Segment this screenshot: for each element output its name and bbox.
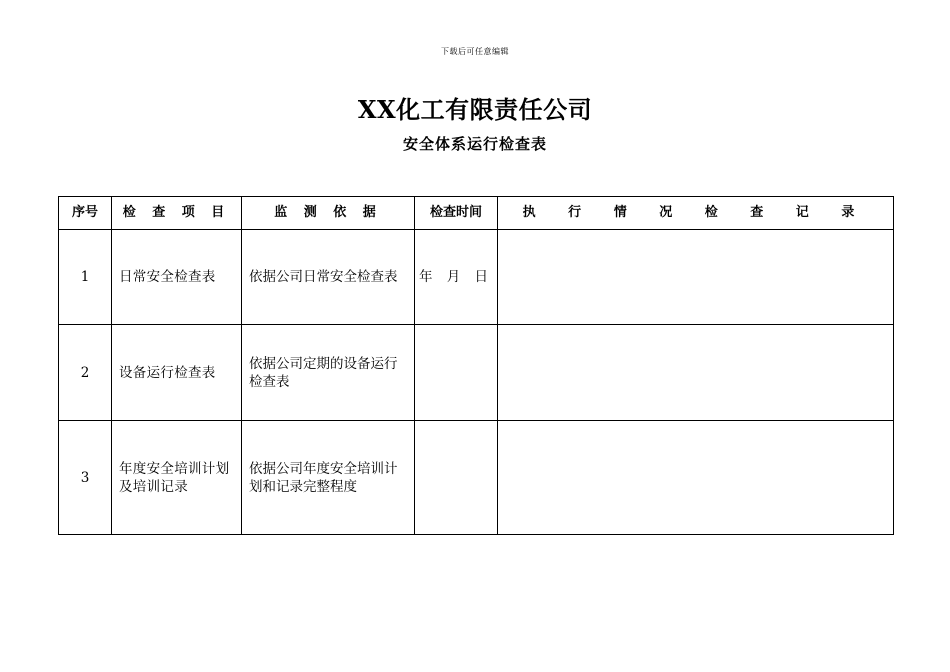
company-title: XX化工有限责任公司 [357, 95, 593, 124]
inspection-item: 日常安全检查表 [112, 230, 242, 325]
inspection-time: 年 月 日 [415, 230, 498, 325]
inspection-time [415, 421, 498, 535]
column-header-item: 检 查 项 目 [112, 197, 242, 230]
table-header-row [59, 197, 894, 230]
table-row [59, 325, 894, 421]
row-number: 1 [59, 230, 112, 325]
inspection-table [58, 196, 894, 535]
monitoring-basis: 依据公司定期的设备运行检查表 [242, 325, 415, 421]
document-subtitle: 安全体系运行检查表 [402, 135, 547, 153]
row-number: 3 [59, 421, 112, 535]
column-header-time: 检查时间 [415, 197, 498, 230]
header-note: 下载后可任意编辑 [441, 47, 509, 56]
execution-record [498, 325, 894, 421]
monitoring-basis: 依据公司年度安全培训计划和记录完整程度 [242, 421, 415, 535]
inspection-item: 设备运行检查表 [112, 325, 242, 421]
inspection-item: 年度安全培训计划及培训记录 [112, 421, 242, 535]
execution-record [498, 421, 894, 535]
monitoring-basis: 依据公司日常安全检查表 [242, 230, 415, 325]
table-row [59, 421, 894, 535]
row-number: 2 [59, 325, 112, 421]
column-header-no: 序号 [59, 197, 112, 230]
column-header-basis: 监 测 依 据 [242, 197, 415, 230]
column-header-record: 执 行 情 况 检 查 记 录 [498, 197, 894, 230]
inspection-time [415, 325, 498, 421]
table-row [59, 230, 894, 325]
execution-record [498, 230, 894, 325]
